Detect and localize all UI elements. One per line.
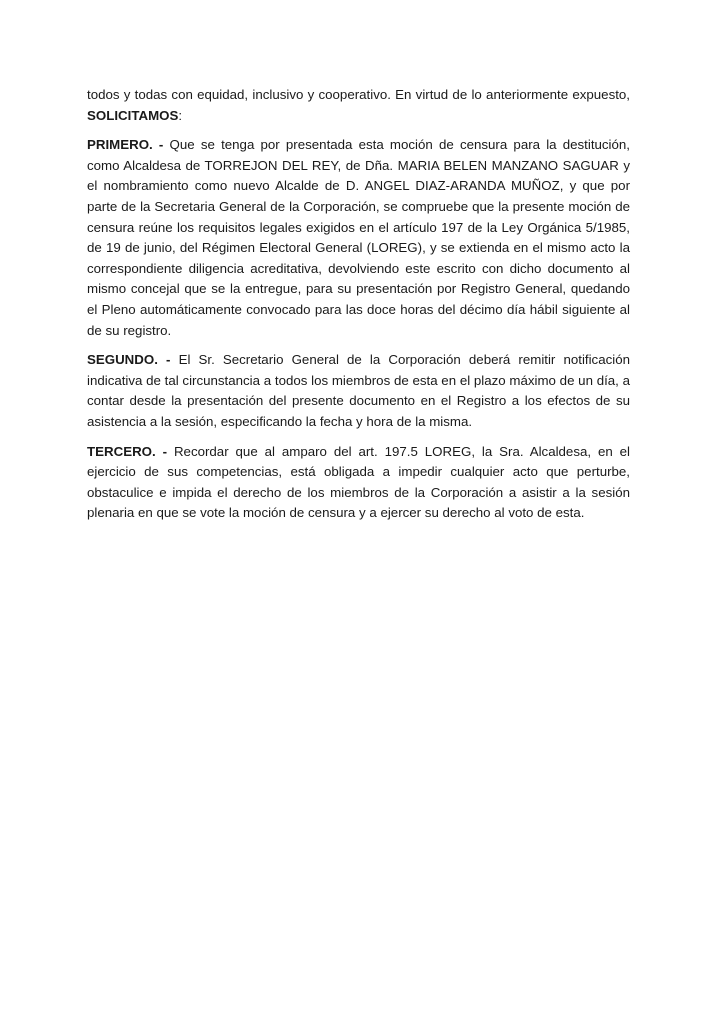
paragraph-text: El Sr. Secretario General de la Corporación deberá remitir notificación indicativa de tal circunstancia a todos los miembros de esta en el plazo máximo de un día, a contar desde la presentación del presente documento en el Registro a los efectos de su asistencia a la sesión, especificando la fecha y hora de la misma.	[87, 352, 630, 429]
paragraph-segundo	[87, 350, 630, 432]
paragraph-lead: TERCERO. -	[87, 443, 168, 459]
paragraph-lead: PRIMERO. -	[87, 137, 164, 153]
paragraph-lead: SEGUNDO. -	[87, 352, 171, 368]
paragraph-text: Recordar que al amparo del art. 197.5 LOREG, la Sra. Alcaldesa, en el ejercicio de sus competencias, está obligada a impedir cualquier acto que perturbe, obstaculice e impida el derecho de los miembros de la Corporación a asistir a la sesión plenaria en que se vote la moción de censura y a ejercer su derecho al voto de esta.	[87, 443, 631, 521]
intro-emphasis: SOLICITAMOS	[87, 107, 179, 123]
intro-text: todos y todas con equidad, inclusivo y cooperativo. En virtud de lo anteriormente expuesto,	[87, 87, 630, 102]
document-body	[87, 85, 630, 533]
paragraph-tercero	[87, 442, 630, 524]
paragraph-primero	[87, 135, 630, 341]
intro-paragraph	[87, 85, 630, 126]
intro-tail: :	[178, 107, 183, 123]
paragraph-text: Que se tenga por presentada esta moción de censura para la destitución, como Alcaldesa de TORREJON DEL REY, de Dña. MARIA BELEN MANZANO SAGUAR y el nombramiento como nuevo Alcalde de D. ANGEL DIAZ-ARANDA MUÑOZ, y que por parte de la Secretaria General de la Corporación, se compruebe que la presente moción de censura reúne los requisitos legales exigidos en el artículo 197 de la Ley Orgánica 5/1985, de 19 de junio, del Régimen Electoral General (LOREG), y se extienda en el mismo acto la correspondiente diligencia acreditativa, devolviendo este escrito con dicho documento al mismo concejal que se la entregue, para su presentación por Registro General, quedando el Pleno automáticamente convocado para las doce horas del décimo día hábil siguiente al de su registro.	[87, 137, 630, 338]
